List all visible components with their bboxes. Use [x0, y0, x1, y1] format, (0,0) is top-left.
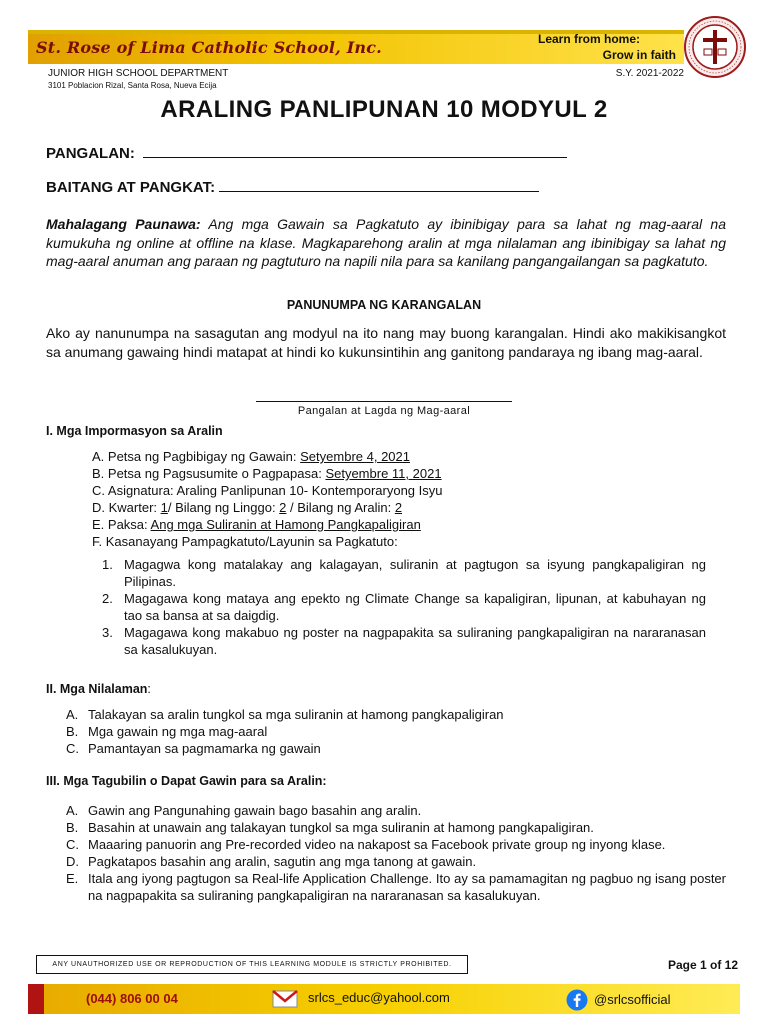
objective-item: [102, 624, 706, 658]
objectives-list: [102, 556, 706, 658]
info-row-e: [92, 516, 443, 533]
list-letter: E.: [66, 871, 79, 886]
list-letter: B.: [66, 820, 79, 835]
mail-icon: [272, 990, 298, 1008]
info-d-value3: 2: [394, 500, 403, 515]
notice-label: Mahalagang Paunawa:: [46, 216, 201, 232]
list-text: Talakayan sa aralin tungkol sa mga suliranin at hamong pangkapaligiran: [88, 707, 504, 722]
info-row-c: C. Asignatura: Araling Panlipunan 10- Kontemporaryong Isyu: [92, 483, 443, 498]
list-item: [66, 723, 726, 740]
list-text: Pagkatapos basahin ang aralin, sagutin ang mga tanong at gawain.: [88, 854, 477, 869]
oath-heading: PANUNUMPA NG KARANGALAN: [286, 298, 482, 312]
grade-section-label: BAITANG AT PANGKAT:: [46, 179, 216, 196]
list-item: [66, 836, 726, 853]
lesson-info: [92, 448, 443, 550]
list-text: Mga gawain ng mga mag-aaral: [88, 724, 268, 739]
info-d-label1: D. Kwarter:: [92, 500, 161, 515]
notice-text: Ang mga Gawain sa Pagkatuto ay ibinibigay para sa lahat ng mag-aaral na kumukuha ng online at offline na klase. Magkaparehong aralin at mga nilalaman ang ibinibigay sa lahat ng mag-aaral anuman ang paraan ng pagtuturo na napili nila para sa kanilang pangangailangan sa pagkatuto.: [46, 216, 726, 269]
module-title: ARALING PANLIPUNAN 10 MODYUL 2: [160, 96, 608, 123]
list-item: [66, 819, 726, 836]
list-text: Maaaring panuorin ang Pre-recorded video na nakapost sa Facebook private group ng inyong klase.: [88, 837, 666, 852]
section2-heading-text: II. Mga Nilalaman: [46, 682, 148, 696]
info-a-value: Setyembre 4, 2021: [300, 449, 410, 464]
list-letter: B.: [66, 724, 79, 739]
school-name: St. Rose of Lima Catholic School, Inc.: [36, 38, 382, 57]
tagline: [516, 31, 676, 63]
copyright-warning: ANY UNAUTHORIZED USE OR REPRODUCTION OF THIS LEARNING MODULE IS STRICTLY PROHIBITED.: [36, 955, 468, 974]
list-text: Itala ang iyong pagtugon sa Real-life Application Challenge. Ito ay sa pamamagitan ng pagbuo ng isang poster na nagpapakita sa suliraning pangkapaligiran na nararanasan sa kasalukuyan.: [88, 871, 726, 903]
info-d-value2: 2: [279, 500, 287, 515]
facebook-handle[interactable]: @srlcsofficial: [594, 992, 671, 1007]
department-label: JUNIOR HIGH SCHOOL DEPARTMENT: [48, 68, 229, 79]
info-row-a: [92, 448, 443, 465]
list-text: Pamantayan sa pagmamarka ng gawain: [88, 741, 321, 756]
grade-section-field: [46, 178, 539, 196]
info-row-d: [92, 499, 443, 516]
name-blank[interactable]: [143, 144, 567, 158]
info-d-value1: 1: [160, 500, 168, 515]
info-b-value: Setyembre 11, 2021: [325, 466, 442, 481]
objective-number: 2.: [102, 591, 113, 606]
objective-item: [102, 590, 706, 624]
list-text: Basahin at unawain ang talakayan tungkol sa mga suliranin at hamong pangkapaligiran.: [88, 820, 594, 835]
school-year: S.Y. 2021-2022: [615, 68, 684, 79]
list-letter: D.: [66, 854, 79, 869]
name-field: [46, 144, 567, 162]
info-e-label: E. Paksa:: [92, 517, 151, 532]
section2-heading: [46, 682, 151, 696]
tagline-line2: Grow in faith: [602, 48, 676, 62]
objective-text: Magagawa kong makabuo ng poster na nagpapakita sa suliraning pangkapaligiran na nararanasan sa kasalukuyan.: [124, 625, 706, 657]
objective-number: 3.: [102, 625, 113, 640]
section2-heading-colon: :: [147, 682, 151, 696]
instructions-list: [66, 802, 726, 904]
info-d-label3: / Bilang ng Aralin:: [286, 500, 395, 515]
objective-item: [102, 556, 706, 590]
section3-heading: III. Mga Tagubilin o Dapat Gawin para sa Aralin:: [46, 774, 327, 788]
info-b-label: B. Petsa ng Pagsusumite o Pagpapasa:: [92, 466, 326, 481]
objective-text: Magagawa kong mataya ang epekto ng Climate Change sa kapaligiran, lipunan, at kabuhayan ng tao sa bansa at sa daigdig.: [124, 591, 706, 623]
list-letter: C.: [66, 741, 79, 756]
oath-text: Ako ay nanunumpa na sasagutan ang modyul na ito nang may buong karangalan. Hindi ako makikisangkot sa anumang gawaing hindi matapat at hindi ko kukunsintihin ang ganitong pandaraya ng ibang mag-aaral.: [46, 325, 726, 360]
school-address: 3101 Poblacion Rizal, Santa Rosa, Nueva Ecija: [48, 81, 217, 90]
signature-label: Pangalan at Lagda ng Mag-aaral: [297, 405, 471, 417]
name-label: PANGALAN:: [46, 145, 135, 162]
page-number: Page 1 of 12: [667, 958, 738, 972]
contents-list: [66, 706, 726, 757]
school-seal-icon: [684, 16, 746, 78]
list-text: Gawin ang Pangunahing gawain bago basahin ang aralin.: [88, 803, 422, 818]
list-letter: A.: [66, 803, 79, 818]
list-item: [66, 802, 726, 819]
info-row-b: [92, 465, 443, 482]
tagline-line1: Learn from home:: [537, 32, 640, 46]
info-a-label: A. Petsa ng Pagbibigay ng Gawain:: [92, 449, 301, 464]
notice-paragraph: [46, 215, 726, 271]
section1-heading: I. Mga Impormasyon sa Aralin: [46, 424, 223, 438]
list-item: [66, 870, 726, 904]
objective-text: Magagwa kong matalakay ang kalagayan, suliranin at pagtugon sa isyung pangkapaligiran ng Pilipinas.: [124, 557, 706, 589]
facebook-icon: [566, 989, 588, 1011]
list-letter: C.: [66, 837, 79, 852]
info-d-label2: / Bilang ng Linggo:: [167, 500, 280, 515]
signature-line[interactable]: [256, 401, 512, 402]
info-e-value: Ang mga Suliranin at Hamong Pangkapaligiran: [150, 517, 421, 532]
info-row-f: F. Kasanayang Pampagkatuto/Layunin sa Pagkatuto:: [92, 534, 398, 549]
list-item: [66, 853, 726, 870]
list-letter: A.: [66, 707, 79, 722]
list-item: [66, 706, 726, 723]
list-item: [66, 740, 726, 757]
grade-section-blank[interactable]: [219, 178, 539, 192]
contact-phone: (044) 806 00 04: [86, 991, 178, 1006]
footer-red-accent: [28, 984, 44, 1014]
objective-number: 1.: [102, 557, 113, 572]
contact-email[interactable]: srlcs_educ@yahool.com: [308, 990, 450, 1005]
